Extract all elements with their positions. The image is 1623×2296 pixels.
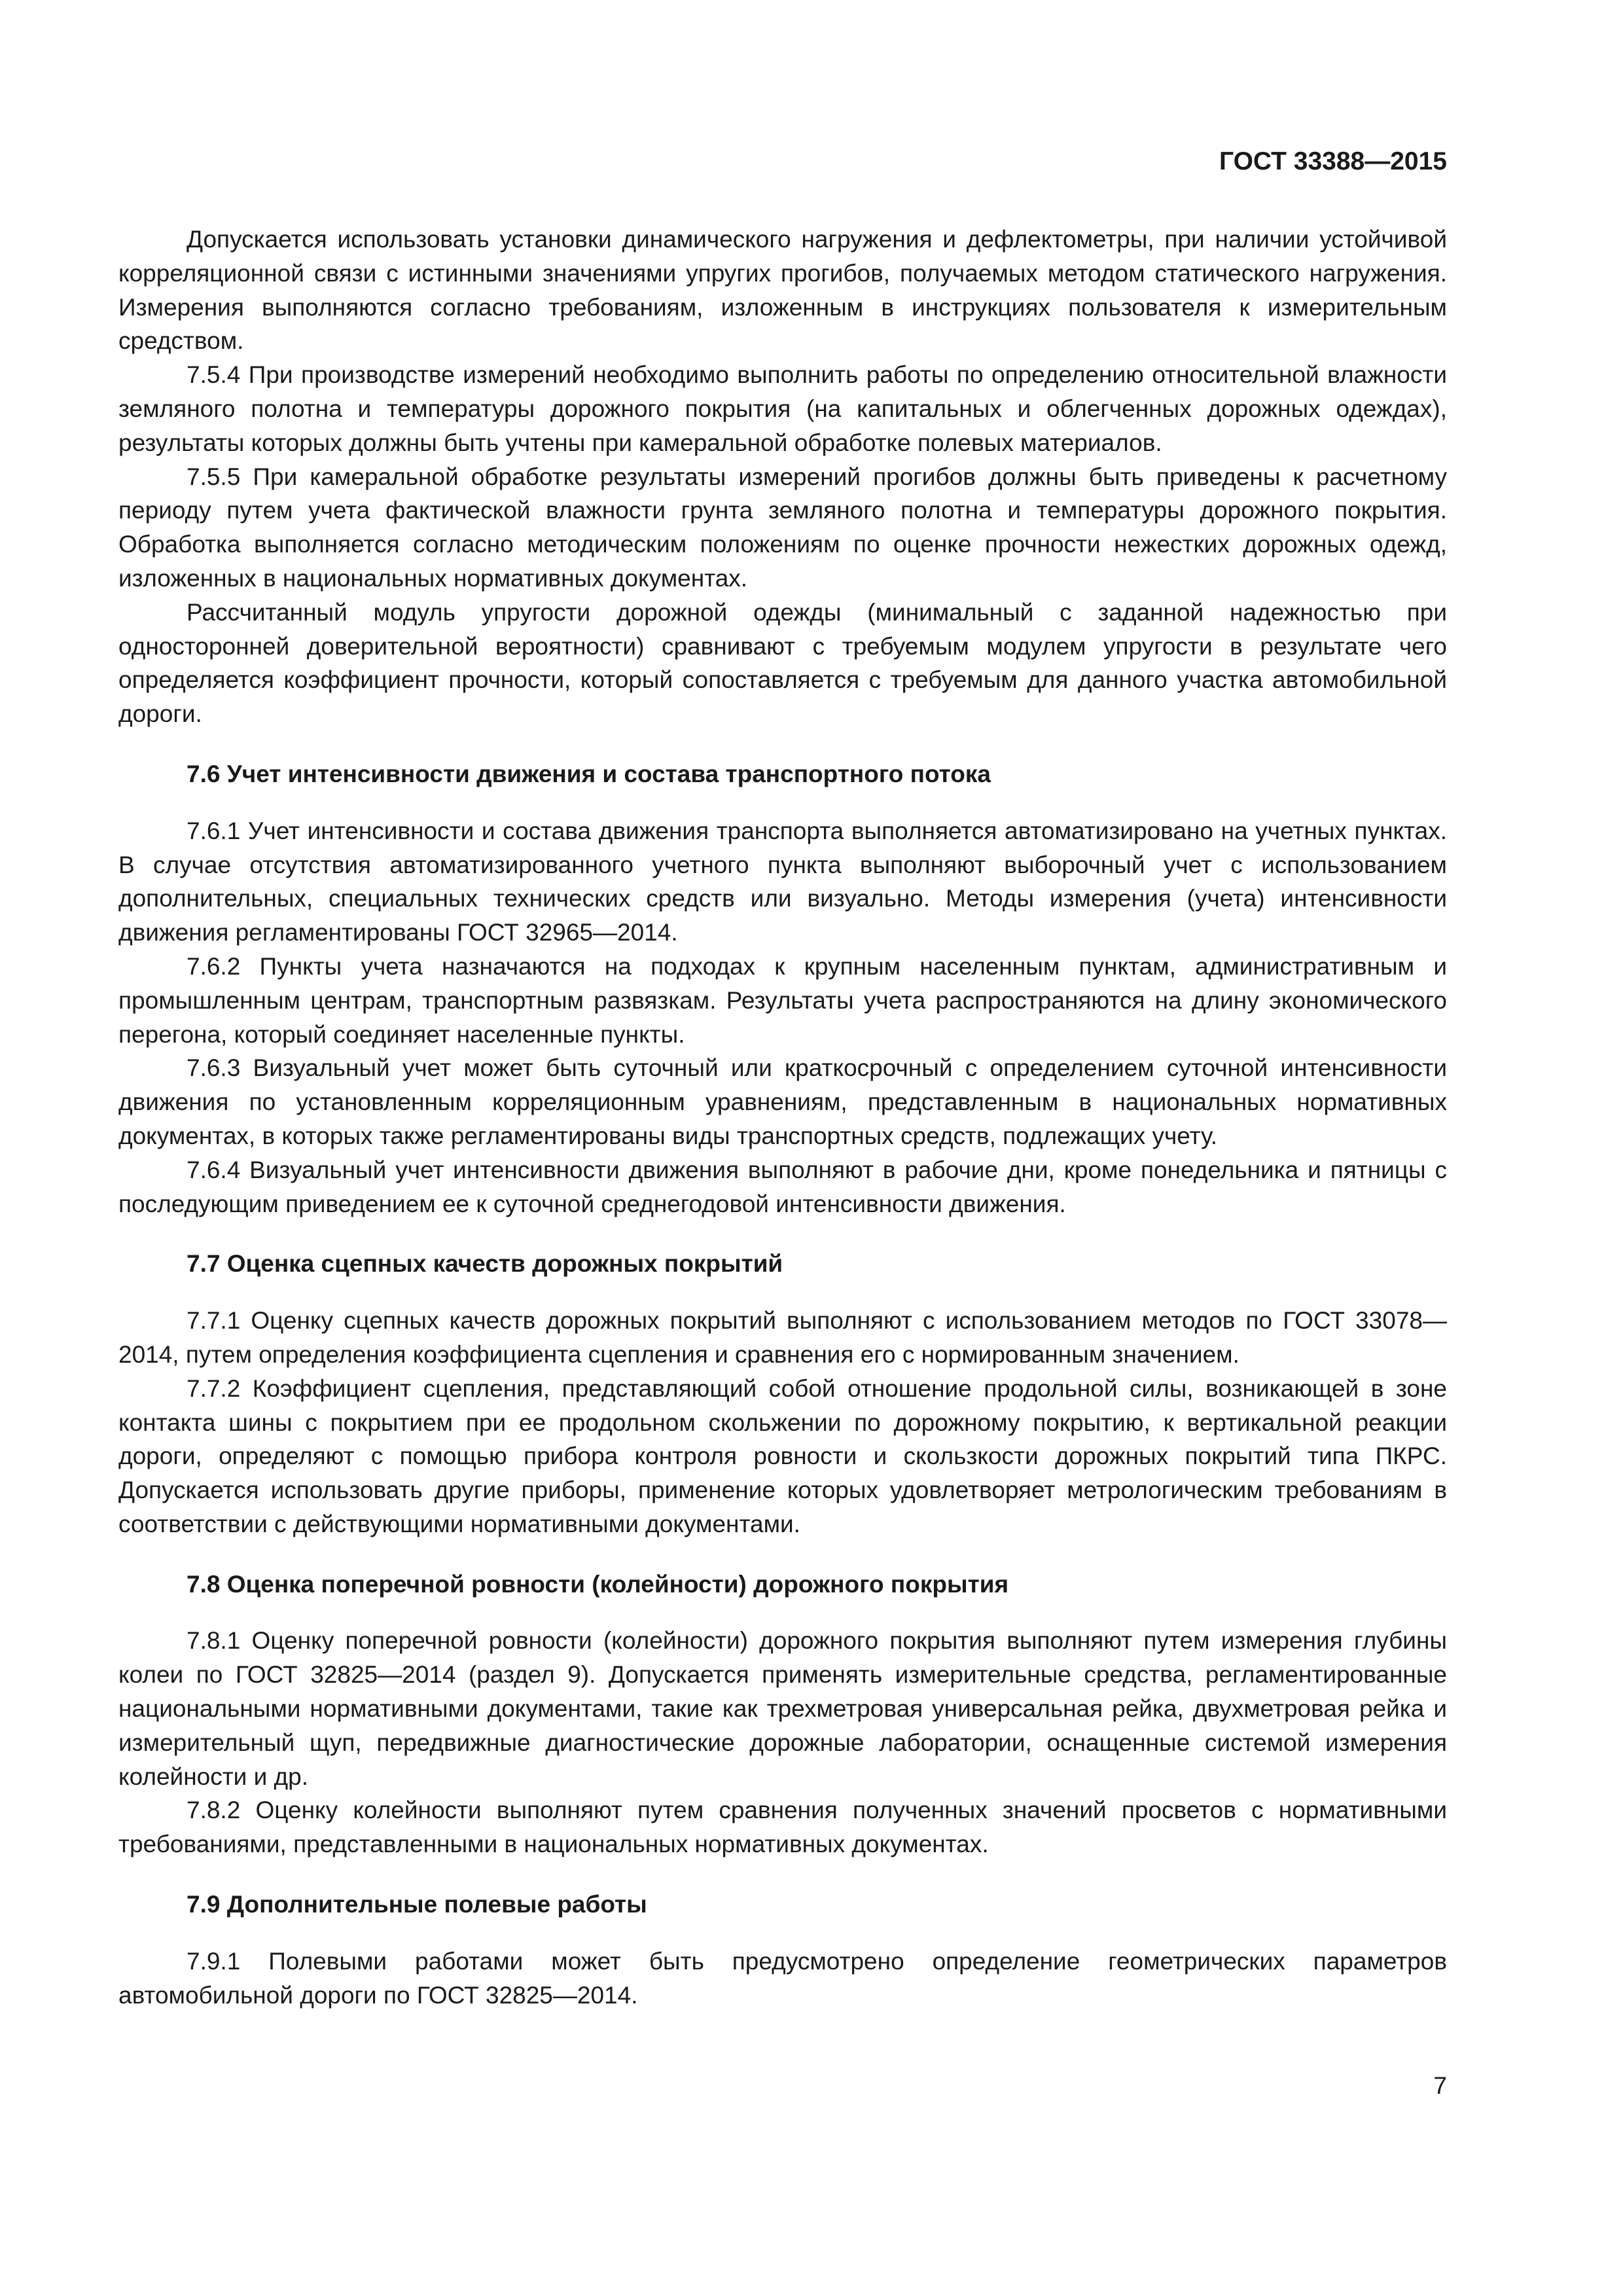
document-page	[118, 0, 1447, 2296]
section-heading-7-7: 7.7 Оценка сцепных качеств дорожных покрытий	[187, 1250, 783, 1278]
paragraph-7-6-2: 7.6.2 Пункты учета назначаются на подходах к крупным населенным пунктам, административным и промышленным центрам, транспортным развязкам. Результаты учета распространяются на длину экономического перегона, который соединяет населенные пункты.	[118, 952, 1447, 1048]
page-number: 7	[1433, 2072, 1447, 2099]
paragraph-7-5-5: 7.5.5 При камеральной обработке результаты измерений прогибов должны быть приведены к расчетному периоду путем учета фактической влажности грунта земляного полотна и температуры дорожного покрытия. Обработка выполняется согласно методическим положениям по оценке прочности нежестких дорожных одежд, изложенных в национальных нормативных документах.	[118, 463, 1447, 592]
paragraph-elastic-modulus: Рассчитанный модуль упругости дорожной одежды (минимальный с заданной надежностью при односторонней доверительной вероятности) сравнивают с требуемым модулем упругости в результате чего определяется коэффициент прочности, который сопоставляется с требуемым для данного участка автомобильной дороги.	[118, 598, 1447, 728]
section-heading-7-8: 7.8 Оценка поперечной ровности (колейности) дорожного покрытия	[187, 1570, 1009, 1598]
section-heading-7-6: 7.6 Учет интенсивности движения и состава транспортного потока	[187, 760, 991, 787]
paragraph-7-7-2: 7.7.2 Коэффициент сцепления, представляющий собой отношение продольной силы, возникающей в зоне контакта шины с покрытием при ее продольном скольжении по дорожному покрытию, к вертикальной реакции дороги, определяют с помощью прибора контроля ровности и скользкости дорожных покрытий типа ПКРС. Допускается использовать другие приборы, применение которых удовлетворяет метрологическим требованиям в соответствии с действующими нормативными документами.	[118, 1374, 1447, 1537]
paragraph-7-8-1: 7.8.1 Оценку поперечной ровности (колейности) дорожного покрытия выполняют путем измерения глубины колеи по ГОСТ 32825—2014 (раздел 9). Допускается применять измерительные средства, регламентированные национальными нормативными документами, такие как трехметровая универсальная рейка, двухметровая рейка и измерительный щуп, передвижные диагностические дорожные лаборатории, оснащенные системой измерения колейности и др.	[118, 1627, 1447, 1790]
paragraph-7-7-1: 7.7.1 Оценку сцепных качеств дорожных покрытий выполняют с использованием методов по ГОСТ 33078—2014, путем определения коэффициента сцепления и сравнения его с нормированным значением.	[118, 1307, 1447, 1368]
paragraph-7-8-2: 7.8.2 Оценку колейности выполняют путем сравнения полученных значений просветов с нормативными требованиями, представленными в национальных нормативных документах.	[118, 1797, 1447, 1858]
paragraph-7-6-3: 7.6.3 Визуальный учет может быть суточный или краткосрочный с определением суточной интенсивности движения по установленным корреляционным уравнениям, представленным в национальных нормативных документах, в которых также регламентированы виды транспортных средств, подлежащих учету.	[118, 1054, 1447, 1149]
paragraph-7-5-4: 7.5.4 При производстве измерений необходимо выполнить работы по определению относительной влажности земляного полотна и температуры дорожного покрытия (на капитальных и облегченных дорожных одеждах), результаты которых должны быть учтены при камеральной обработке полевых материалов.	[118, 361, 1447, 456]
document-code-header: ГОСТ 33388—2015	[1219, 147, 1447, 175]
paragraph-7-6-1: 7.6.1 Учет интенсивности и состава движения транспорта выполняется автоматизировано на учетных пунктах. В случае отсутствия автоматизированного учетного пункта выполняют выборочный учет с использованием дополнительных, специальных технических средств или визуально. Методы измерения (учета) интенсивности движения регламентированы ГОСТ 32965—2014.	[118, 817, 1447, 946]
paragraph-7-9-1: 7.9.1 Полевыми работами может быть предусмотрено определение геометрических параметров автомобильной дороги по ГОСТ 32825—2014.	[118, 1947, 1447, 2009]
paragraph-7-6-4: 7.6.4 Визуальный учет интенсивности движения выполняют в рабочие дни, кроме понедельника и пятницы с последующим приведением ее к суточной среднегодовой интенсивности движения.	[118, 1156, 1447, 1217]
paragraph-intro-dynamic-loading: Допускается использовать установки динамического нагружения и дефлектометры, при наличии устойчивой корреляционной связи с истинными значениями упругих прогибов, получаемых методом статического нагружения. Измерения выполняются согласно требованиям, изложенным в инструкциях пользователя к измерительным средством.	[118, 226, 1447, 355]
section-heading-7-9: 7.9 Дополнительные полевые работы	[187, 1891, 647, 1918]
document-body	[118, 223, 1447, 2012]
